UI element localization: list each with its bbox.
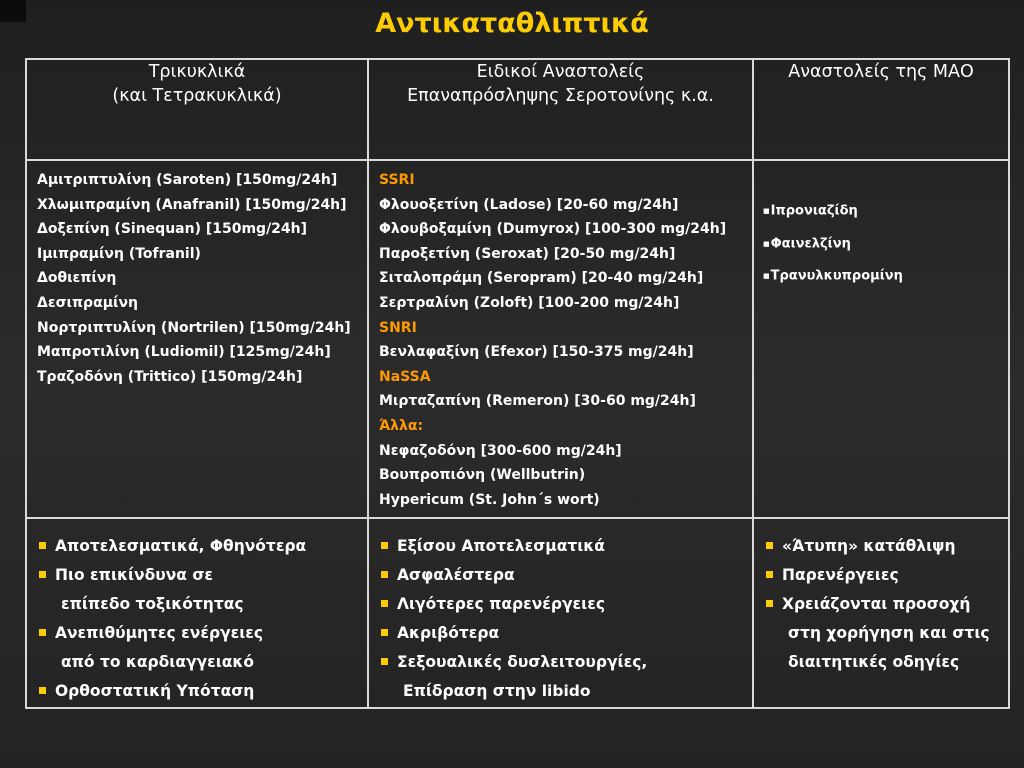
note-text: διαιτητικές οδηγίες: [788, 653, 960, 671]
tricyclics-cell: [26, 160, 368, 518]
mao-drug-label: Τρανυλκυπρομίνη: [770, 268, 903, 284]
bullet-icon: [39, 571, 46, 578]
header-mao-label: Αναστολείς της ΜΑΟ: [788, 62, 974, 82]
ssri-drug-list: [369, 161, 752, 512]
header-tricyclics: [26, 59, 368, 160]
notes-ssri-cell: [368, 518, 753, 708]
note-item: [764, 590, 1008, 619]
note-text: Χρειάζονται προσοχή: [782, 595, 971, 613]
note-item: [37, 532, 367, 561]
mao-drug-item: [763, 260, 1008, 293]
header-ssri-line2: Επαναπρόσληψης Σεροτονίνης κ.α.: [407, 86, 714, 106]
note-item: [379, 619, 752, 648]
drug-category-label: NaSSA: [379, 368, 431, 385]
drug-category-label: Άλλα:: [379, 417, 424, 434]
antidepressants-table: [25, 58, 1010, 709]
note-text: στη χορήγηση και στις: [788, 624, 990, 642]
ssri-drug-item: Βενλαφαξίνη (Efexor) [150-375 mg/24h]: [379, 344, 694, 361]
note-continuation: [37, 590, 367, 619]
notes-tricyclics-cell: [26, 518, 368, 708]
notes-mao-list: [754, 519, 1008, 677]
ssri-drug-item: Παροξετίνη (Seroxat) [20-50 mg/24h]: [379, 245, 676, 262]
ssri-drug-item: Σερτραλίνη (Zoloft) [100-200 mg/24h]: [379, 294, 680, 311]
bullet-icon: [39, 542, 46, 549]
note-text: από το καρδιαγγειακό: [61, 653, 255, 671]
notes-row: [26, 518, 1009, 708]
tricyclic-drug-item: Χλωμιπραμίνη (Anafranil) [150mg/24h]: [37, 196, 347, 213]
mao-cell: [753, 160, 1009, 518]
mao-drug-item: [763, 195, 1008, 228]
note-item: [37, 677, 367, 706]
note-text: επίπεδο τοξικότητας: [61, 595, 244, 613]
note-text: Ακριβότερα: [397, 624, 500, 642]
header-row: [26, 59, 1009, 160]
header-ssri-line1: Ειδικοί Αναστολείς: [476, 62, 645, 82]
bullet-icon: [766, 542, 773, 549]
note-text: Ορθοστατική Υπόταση: [55, 682, 255, 700]
bullet-icon: [381, 658, 388, 665]
mao-drug-item: [763, 228, 1008, 261]
notes-ssri-list: [369, 519, 752, 706]
slide-title: Αντικαταθλιπτικά: [375, 8, 649, 39]
note-text: Παρενέργειες: [782, 566, 899, 584]
tricyclic-drug-item: Μαπροτιλίνη (Ludiomil) [125mg/24h]: [37, 344, 331, 361]
tricyclic-drug-item: Νορτριπτυλίνη (Nortrilen) [150mg/24h]: [37, 319, 351, 336]
bullet-icon: [766, 600, 773, 607]
header-tricyclics-line2: (και Τετρακυκλικά): [112, 86, 282, 106]
tricyclic-drug-item: Τραζοδόνη (Trittico) [150mg/24h]: [37, 368, 303, 385]
note-item: [764, 532, 1008, 561]
note-text: Αποτελεσματικά, Φθηνότερα: [55, 537, 307, 555]
bullet-icon: ■: [763, 207, 770, 215]
tricyclic-drug-item: Δοθιεπίνη: [37, 270, 117, 287]
notes-mao-cell: [753, 518, 1009, 708]
ssri-drug-item: Νεφαζοδόνη [300-600 mg/24h]: [379, 442, 622, 459]
ssri-drug-item: Βουπροπιόνη (Wellbutrin): [379, 467, 586, 484]
note-text: Πιο επικίνδυνα σε: [55, 566, 214, 584]
mao-drug-label: Ιπρονιαζίδη: [770, 203, 858, 219]
note-text: Σεξουαλικές δυσλειτουργίες,: [397, 653, 648, 671]
bullet-icon: [39, 629, 46, 636]
bullet-icon: [381, 542, 388, 549]
note-text: Ανεπιθύμητες ενέργειες: [55, 624, 264, 642]
note-text: Λιγότερες παρενέργειες: [397, 595, 606, 613]
note-continuation: [764, 648, 1008, 677]
note-continuation: [764, 619, 1008, 648]
note-item: [379, 590, 752, 619]
header-mao: [753, 59, 1009, 160]
header-tricyclics-line1: Τρικυκλικά: [148, 62, 246, 82]
ssri-drug-item: Φλουοξετίνη (Ladose) [20-60 mg/24h]: [379, 196, 679, 213]
ssri-drug-item: Μιρταζαπίνη (Remeron) [30-60 mg/24h]: [379, 393, 696, 410]
note-item: [379, 648, 752, 677]
bullet-icon: ■: [763, 239, 770, 248]
tricyclic-drug-item: Δεσιπραμίνη: [37, 294, 138, 311]
bullet-icon: [381, 629, 388, 636]
drugs-row: [26, 160, 1009, 518]
bullet-icon: [39, 687, 46, 694]
header-ssri: [368, 59, 753, 160]
mao-drug-label: Φαινελζίνη: [770, 236, 851, 251]
note-text: «Άτυπη» κατάθλιψη: [782, 537, 956, 555]
mao-drug-list: [754, 161, 1008, 293]
tricyclic-drug-list: [27, 161, 367, 389]
note-text: Επίδραση στην libido: [403, 682, 591, 700]
ssri-drug-item: Φλουβοξαμίνη (Dumyrox) [100-300 mg/24h]: [379, 221, 727, 238]
note-item: [764, 561, 1008, 590]
note-continuation: [37, 648, 367, 677]
drug-category-label: SSRI: [379, 172, 415, 188]
bullet-icon: [381, 600, 388, 607]
ssri-drug-item: Σιταλοπράμη (Seropram) [20-40 mg/24h]: [379, 270, 704, 287]
note-continuation: [379, 677, 752, 706]
tricyclic-drug-item: Ιμιπραμίνη (Tofranil): [37, 245, 201, 262]
notes-tricyclics-list: [27, 519, 367, 706]
tricyclic-drug-item: Δοξεπίνη (Sinequan) [150mg/24h]: [37, 221, 308, 238]
drug-category-label: SNRI: [379, 319, 417, 336]
ssri-cell: [368, 160, 753, 518]
note-text: Εξίσου Αποτελεσματικά: [397, 537, 605, 555]
note-item: [37, 561, 367, 590]
bullet-icon: [381, 571, 388, 578]
note-text: Ασφαλέστερα: [397, 566, 515, 584]
bullet-icon: [766, 571, 773, 578]
note-item: [379, 561, 752, 590]
tricyclic-drug-item: Αμιτριπτυλίνη (Saroten) [150mg/24h]: [37, 172, 338, 188]
bullet-icon: ■: [763, 272, 770, 280]
note-item: [37, 619, 367, 648]
note-item: [379, 532, 752, 561]
ssri-drug-item: Hypericum (St. John´s wort): [379, 491, 600, 508]
